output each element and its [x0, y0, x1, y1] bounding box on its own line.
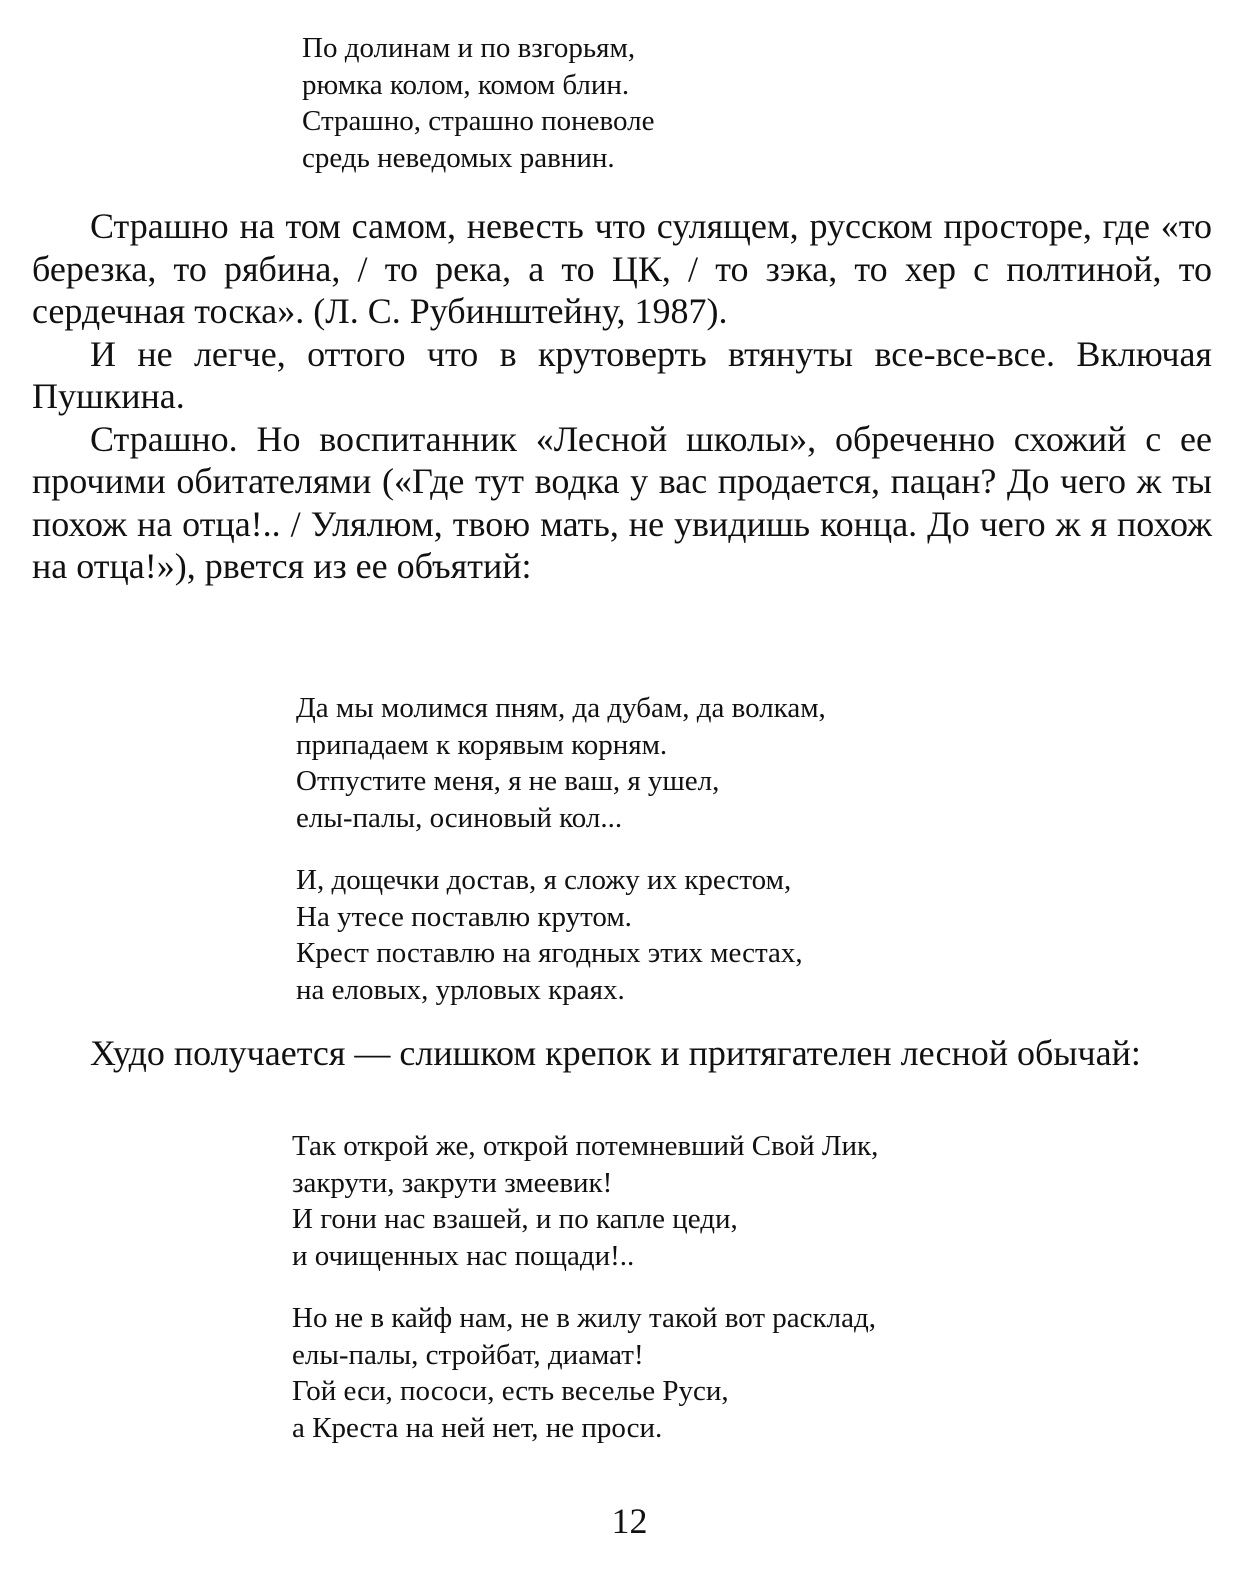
paragraph-4: Худо получается — слишком крепок и притягателен лесной обычай: [90, 1033, 1141, 1073]
verse-stanza-5 [292, 1300, 876, 1446]
verse-line: елы-палы, осиновый кол... [296, 801, 623, 834]
verse-line: Крест поставлю на ягодных этих местах, [296, 937, 803, 969]
verse-line: На утесе поставлю крутом. [296, 900, 632, 933]
verse-line: Гой еси, пососи, есть веселье Руси, [292, 1375, 729, 1407]
verse-line: Страшно, страшно поневоле [302, 105, 655, 137]
verse-line: закрути, закрути змеевик! [292, 1166, 613, 1199]
paragraph-2: И не легче, оттого что в крутоверть втянуты все-все-все. Включая Пушкина. [32, 333, 1212, 416]
verse-line: Так открой же, открой потемневший Свой Лик, [292, 1130, 879, 1162]
paragraph-1: Страшно на том самом, невесть что сулящем, русском просторе, где «то березка, то рябина, / то река, а то ЦК, / то зэка, то хер с полтиной, то сердечная тоска». (Л. С. Рубинштейну, 1987). [32, 206, 1212, 331]
verse-stanza-4 [292, 1128, 878, 1274]
verse-line: припадаем к корявым корням. [296, 728, 668, 761]
verse-line: Но не в кайф нам, не в жилу такой вот расклад, [292, 1302, 876, 1334]
verse-line: елы-палы, стройбат, диамат! [292, 1338, 644, 1371]
verse-line: рюмка колом, комом блин. [302, 68, 630, 101]
prose-block-2 [32, 1032, 1212, 1075]
verse-line: средь неведомых равнин. [302, 141, 615, 174]
paragraph-3: Страшно. Но воспитанник «Лесной школы», обреченно схожий с ее прочими обитателями («Где тут водка у вас продается, пацан? До чего ж ты похож на отца!.. / Улялюм, твою мать, не увидишь конца. До чего ж я похож на отца!»), рвется из ее объятий: [32, 418, 1212, 586]
verse-line: И гони нас взашей, и по капле цеди, [292, 1203, 738, 1235]
verse-stanza-2 [296, 690, 826, 836]
verse-stanza-1 [302, 30, 654, 176]
verse-line: и очищенных нас пощади!.. [292, 1239, 635, 1272]
verse-line: По долинам и по взгорьям, [302, 32, 636, 64]
verse-line: И, дощечки достав, я сложу их крестом, [296, 864, 792, 896]
verse-line: Да мы молимся пням, да дубам, да волкам, [296, 692, 826, 724]
verse-line: а Креста на ней нет, не проси. [292, 1411, 663, 1444]
verse-line: Отпустите меня, я не ваш, я ушел, [296, 765, 720, 797]
page-number: 12 [611, 1501, 648, 1541]
verse-line: на еловых, урловых краях. [296, 973, 625, 1006]
verse-stanza-3 [296, 862, 803, 1008]
prose-block-1 [32, 205, 1212, 588]
